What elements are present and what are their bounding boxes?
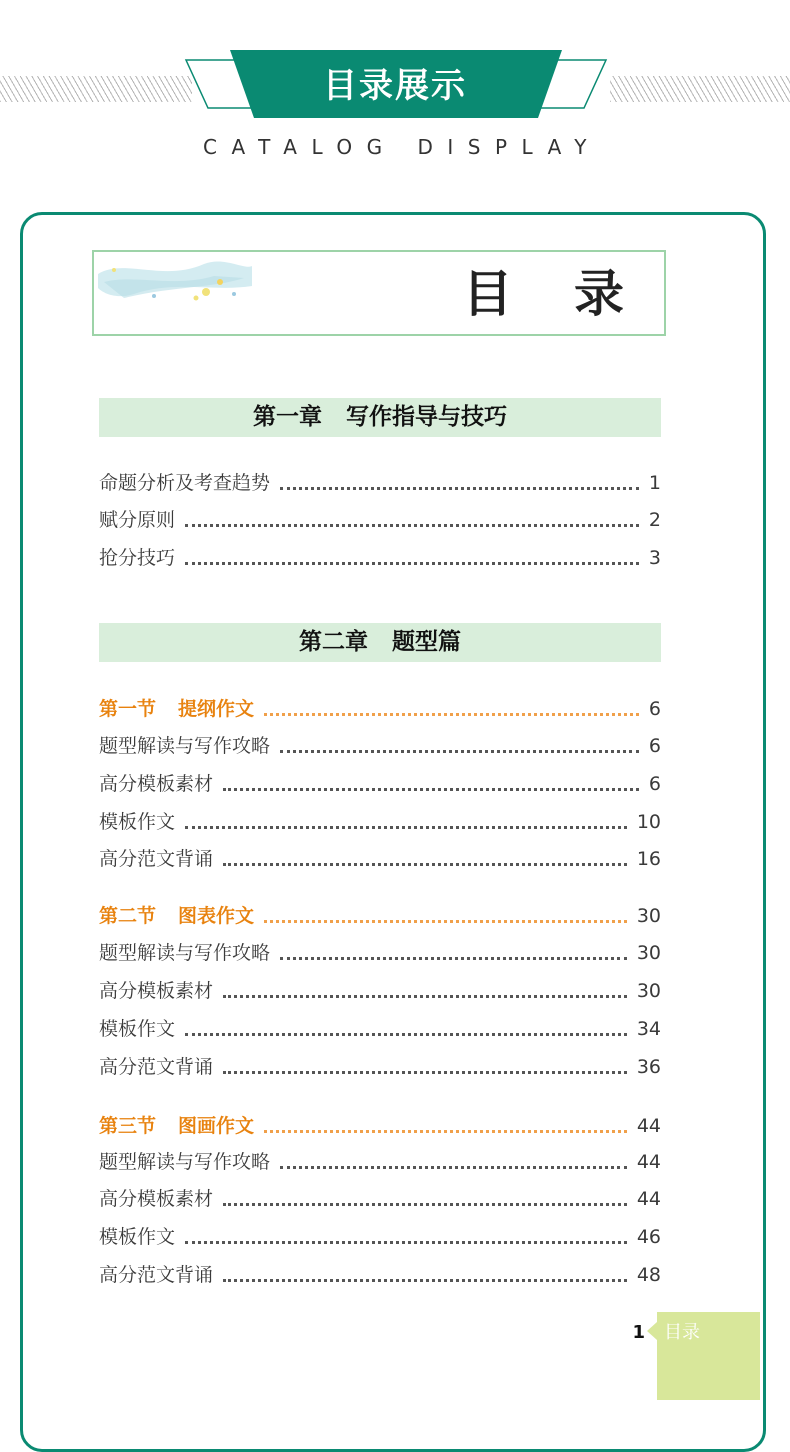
dot-leader (264, 1103, 627, 1133)
toc-entry[interactable] (99, 769, 661, 799)
chapter-1-bar (99, 398, 661, 437)
section-3-heading[interactable] (99, 1111, 661, 1141)
toc-entry-label: 模板作文 (99, 1018, 176, 1040)
dot-leader (185, 799, 627, 829)
toc-entry-page: 48 (636, 1264, 661, 1286)
toc-entry-page: 34 (636, 1018, 661, 1040)
catalog-tab-label: 目录 (664, 1322, 700, 1343)
toc-entry-label: 高分范文背诵 (99, 1056, 214, 1078)
toc-entry-label: 赋分原则 (99, 509, 176, 531)
dot-leader (223, 1252, 627, 1282)
toc-entry-page: 44 (636, 1151, 661, 1173)
watercolor-decoration-icon (94, 252, 254, 308)
toc-entry-label: 高分范文背诵 (99, 848, 214, 870)
toc-entry-page: 46 (636, 1226, 661, 1248)
section-2-number: 第二节 (99, 905, 157, 927)
dot-leader (223, 761, 639, 791)
section-3-name: 图画作文 (178, 1115, 255, 1137)
banner-hatch-left (0, 76, 192, 102)
section-1-heading[interactable] (99, 694, 661, 724)
chapter-1-name: 写作指导与技巧 (346, 404, 507, 430)
toc-entry-label: 高分模板素材 (99, 980, 214, 1002)
section-3-number: 第三节 (99, 1115, 157, 1137)
toc-entry-label: 题型解读与写作攻略 (99, 735, 271, 757)
toc-entry[interactable] (99, 938, 661, 968)
toc-entry-label: 命题分析及考查趋势 (99, 472, 271, 494)
banner-subtitle: CATALOG DISPLAY (203, 135, 601, 159)
toc-title: 目 录 (462, 265, 646, 323)
toc-entry[interactable] (99, 976, 661, 1006)
toc-entry[interactable] (99, 731, 661, 761)
dot-leader (185, 497, 639, 527)
banner-hatch-right (610, 76, 790, 102)
dot-leader (185, 1214, 627, 1244)
dot-leader (185, 535, 639, 565)
toc-entry-page: 1 (648, 472, 661, 494)
section-1-name: 提纲作文 (178, 698, 255, 720)
toc-entry-page: 30 (636, 942, 661, 964)
toc-entry-page: 6 (648, 735, 661, 757)
toc-entry-page: 30 (636, 980, 661, 1002)
dot-leader (280, 460, 639, 490)
toc-entry[interactable] (99, 1052, 661, 1082)
toc-entry-label: 模板作文 (99, 1226, 176, 1248)
dot-leader (264, 893, 627, 923)
toc-entry[interactable] (99, 543, 661, 573)
toc-entry[interactable] (99, 844, 661, 874)
dot-leader (223, 1044, 627, 1074)
dot-leader (280, 723, 639, 753)
toc-entry-page: 6 (648, 773, 661, 795)
toc-entry[interactable] (99, 1184, 661, 1214)
section-1-number: 第一节 (99, 698, 157, 720)
toc-entry-label: 抢分技巧 (99, 547, 176, 569)
toc-entry[interactable] (99, 468, 661, 498)
toc-entry-page: 3 (648, 547, 661, 569)
dot-leader (280, 930, 627, 960)
chapter-2-name: 题型篇 (392, 629, 461, 655)
toc-entry-label: 高分模板素材 (99, 773, 214, 795)
toc-entry-page: 44 (636, 1115, 661, 1137)
toc-entry[interactable] (99, 807, 661, 837)
toc-entry[interactable] (99, 1222, 661, 1252)
chapter-2-bar (99, 623, 661, 662)
dot-leader (223, 968, 627, 998)
toc-entry[interactable] (99, 505, 661, 535)
toc-header-box (92, 250, 666, 336)
catalog-tab[interactable] (645, 1312, 760, 1400)
toc-entry[interactable] (99, 1014, 661, 1044)
toc-entry[interactable] (99, 1147, 661, 1177)
toc-entry-page: 2 (648, 509, 661, 531)
dot-leader (185, 1006, 627, 1036)
dot-leader (280, 1139, 627, 1169)
chapter-2-number: 第二章 (299, 629, 368, 655)
toc-entry-page: 16 (636, 848, 661, 870)
page-number: 1 (632, 1322, 645, 1343)
toc-entry-label: 题型解读与写作攻略 (99, 1151, 271, 1173)
toc-entry-label: 高分范文背诵 (99, 1264, 214, 1286)
toc-entry-page: 30 (636, 905, 661, 927)
chapter-1-number: 第一章 (253, 404, 322, 430)
banner-title: 目录展示 (323, 66, 467, 106)
toc-entry[interactable] (99, 1260, 661, 1290)
toc-entry-page: 10 (636, 811, 661, 833)
dot-leader (223, 836, 627, 866)
section-2-heading[interactable] (99, 901, 661, 931)
toc-entry-label: 高分模板素材 (99, 1188, 214, 1210)
toc-entry-label: 题型解读与写作攻略 (99, 942, 271, 964)
toc-entry-page: 6 (648, 698, 661, 720)
toc-entry-page: 44 (636, 1188, 661, 1210)
toc-entry-page: 36 (636, 1056, 661, 1078)
section-2-name: 图表作文 (178, 905, 255, 927)
dot-leader (264, 686, 639, 716)
dot-leader (223, 1176, 627, 1206)
toc-entry-label: 模板作文 (99, 811, 176, 833)
